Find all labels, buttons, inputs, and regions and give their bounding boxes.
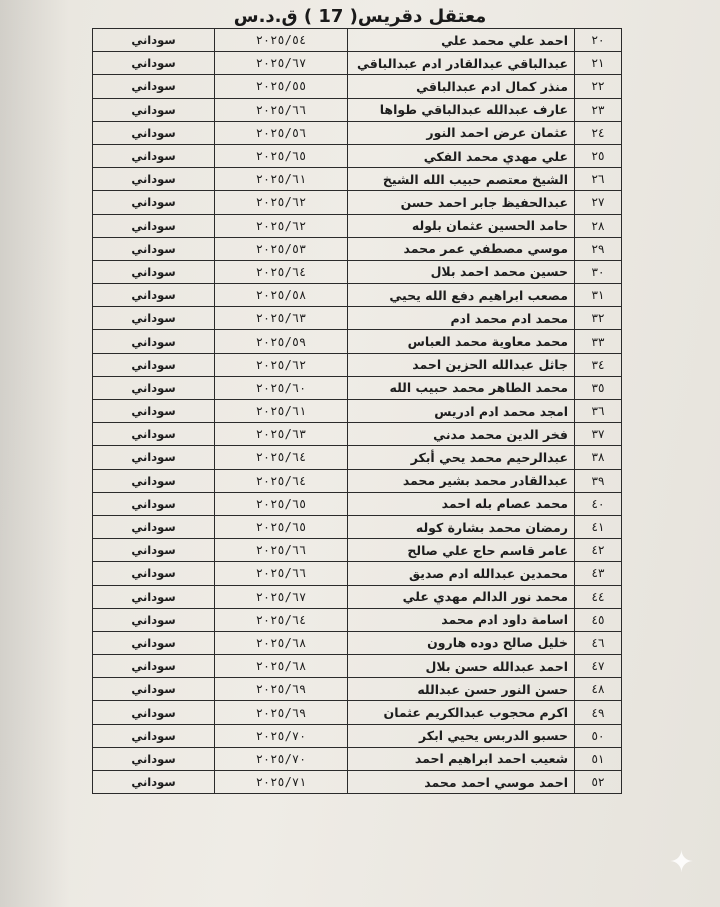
row-number: ٣٩ xyxy=(575,469,622,492)
nationality: سوداني xyxy=(93,284,215,307)
nationality: سوداني xyxy=(93,469,215,492)
detention-date: ٢٠٢٥/٦٥ xyxy=(215,144,348,167)
table-row xyxy=(93,260,622,283)
nationality: سوداني xyxy=(93,515,215,538)
nationality: سوداني xyxy=(93,492,215,515)
row-number: ٥١ xyxy=(575,747,622,770)
detainee-name: محمد الطاهر محمد حبيب الله xyxy=(348,376,575,399)
table-row xyxy=(93,747,622,770)
table-row xyxy=(93,307,622,330)
detainee-name: عبدالقادر محمد بشير محمد xyxy=(348,469,575,492)
row-number: ٣٦ xyxy=(575,400,622,423)
detention-date: ٢٠٢٥/٥٦ xyxy=(215,121,348,144)
detainee-table-body xyxy=(93,29,622,794)
detainee-name: محمد ادم محمد ادم xyxy=(348,307,575,330)
table-row xyxy=(93,771,622,794)
detainee-name: حامد الحسين عثمان بلوله xyxy=(348,214,575,237)
table-row xyxy=(93,400,622,423)
row-number: ٥٠ xyxy=(575,724,622,747)
nationality: سوداني xyxy=(93,631,215,654)
table-row xyxy=(93,376,622,399)
nationality: سوداني xyxy=(93,655,215,678)
row-number: ٢٣ xyxy=(575,98,622,121)
nationality: سوداني xyxy=(93,423,215,446)
table-row xyxy=(93,29,622,52)
detention-date: ٢٠٢٥/٦٢ xyxy=(215,214,348,237)
document-title: معتقل دقريس( 17 ) ق.د.س xyxy=(233,6,487,27)
nationality: سوداني xyxy=(93,353,215,376)
detention-date: ٢٠٢٥/٦٣ xyxy=(215,307,348,330)
nationality: سوداني xyxy=(93,539,215,562)
row-number: ٤٢ xyxy=(575,539,622,562)
detention-date: ٢٠٢٥/٦٨ xyxy=(215,655,348,678)
row-number: ٢٤ xyxy=(575,121,622,144)
nationality: سوداني xyxy=(93,400,215,423)
detention-date: ٢٠٢٥/٦١ xyxy=(215,168,348,191)
detainee-name: احمد موسي احمد محمد xyxy=(348,771,575,794)
table-row xyxy=(93,144,622,167)
nationality: سوداني xyxy=(93,724,215,747)
detention-date: ٢٠٢٥/٧٠ xyxy=(215,724,348,747)
detention-date: ٢٠٢٥/٧١ xyxy=(215,771,348,794)
detention-date: ٢٠٢٥/٥٨ xyxy=(215,284,348,307)
row-number: ٢٨ xyxy=(575,214,622,237)
detention-date: ٢٠٢٥/٦٦ xyxy=(215,562,348,585)
detainee-name: شعيب احمد ابراهيم احمد xyxy=(348,747,575,770)
detainee-name: الشيخ معتصم حبيب الله الشيخ xyxy=(348,168,575,191)
detention-date: ٢٠٢٥/٧٠ xyxy=(215,747,348,770)
detention-date: ٢٠٢٥/٦٤ xyxy=(215,260,348,283)
row-number: ٣٣ xyxy=(575,330,622,353)
detention-date: ٢٠٢٥/٦٦ xyxy=(215,539,348,562)
detention-date: ٢٠٢٥/٦٢ xyxy=(215,191,348,214)
table-row xyxy=(93,631,622,654)
detention-date: ٢٠٢٥/٥٥ xyxy=(215,75,348,98)
detainee-name: احمد عبدالله حسن بلال xyxy=(348,655,575,678)
detainee-name: عامر قاسم حاج علي صالح xyxy=(348,539,575,562)
table-row xyxy=(93,701,622,724)
nationality: سوداني xyxy=(93,446,215,469)
detainee-name: اسامة داود ادم محمد xyxy=(348,608,575,631)
table-row xyxy=(93,539,622,562)
nationality: سوداني xyxy=(93,771,215,794)
table-row xyxy=(93,353,622,376)
detention-date: ٢٠٢٥/٥٤ xyxy=(215,29,348,52)
row-number: ٢٧ xyxy=(575,191,622,214)
row-number: ٤٠ xyxy=(575,492,622,515)
detention-date: ٢٠٢٥/٦٥ xyxy=(215,515,348,538)
nationality: سوداني xyxy=(93,121,215,144)
row-number: ٤٥ xyxy=(575,608,622,631)
detention-date: ٢٠٢٥/٦٠ xyxy=(215,376,348,399)
table-row xyxy=(93,469,622,492)
table-row xyxy=(93,515,622,538)
detainee-name: عبدالباقي عبدالقادر ادم عبدالباقي xyxy=(348,52,575,75)
nationality: سوداني xyxy=(93,330,215,353)
detainee-name: محمد عصام بله احمد xyxy=(348,492,575,515)
table-row xyxy=(93,98,622,121)
detention-date: ٢٠٢٥/٦٤ xyxy=(215,446,348,469)
row-number: ٢١ xyxy=(575,52,622,75)
table-row xyxy=(93,585,622,608)
row-number: ٤٦ xyxy=(575,631,622,654)
nationality: سوداني xyxy=(93,747,215,770)
row-number: ٣٥ xyxy=(575,376,622,399)
detainee-name: فخر الدين محمد مدني xyxy=(348,423,575,446)
detainee-name: رمضان محمد بشارة كوله xyxy=(348,515,575,538)
row-number: ٤١ xyxy=(575,515,622,538)
nationality: سوداني xyxy=(93,29,215,52)
table-row xyxy=(93,446,622,469)
detainee-name: اكرم محجوب عبدالكريم عثمان xyxy=(348,701,575,724)
nationality: سوداني xyxy=(93,214,215,237)
detention-date: ٢٠٢٥/٦٢ xyxy=(215,353,348,376)
table-row xyxy=(93,724,622,747)
row-number: ٢٠ xyxy=(575,29,622,52)
row-number: ٣٨ xyxy=(575,446,622,469)
row-number: ٢٢ xyxy=(575,75,622,98)
detention-date: ٢٠٢٥/٦٥ xyxy=(215,492,348,515)
detainee-name: محمد معاوية محمد العباس xyxy=(348,330,575,353)
row-number: ٤٩ xyxy=(575,701,622,724)
row-number: ٢٥ xyxy=(575,144,622,167)
detainee-name: حسين محمد احمد بلال xyxy=(348,260,575,283)
row-number: ٣١ xyxy=(575,284,622,307)
detainee-name: علي مهدي محمد الفكي xyxy=(348,144,575,167)
table-row xyxy=(93,655,622,678)
table-row xyxy=(93,168,622,191)
nationality: سوداني xyxy=(93,144,215,167)
detainee-name: حسن النور حسن عبدالله xyxy=(348,678,575,701)
table-row xyxy=(93,75,622,98)
detention-date: ٢٠٢٥/٦٩ xyxy=(215,678,348,701)
table-row xyxy=(93,284,622,307)
row-number: ٤٧ xyxy=(575,655,622,678)
detention-date: ٢٠٢٥/٥٣ xyxy=(215,237,348,260)
table-row xyxy=(93,492,622,515)
detention-date: ٢٠٢٥/٦٤ xyxy=(215,469,348,492)
nationality: سوداني xyxy=(93,260,215,283)
detention-date: ٢٠٢٥/٦٦ xyxy=(215,98,348,121)
row-number: ٣٤ xyxy=(575,353,622,376)
detainee-name: محمدين عبدالله ادم صديق xyxy=(348,562,575,585)
detainee-name: عارف عبدالله عبدالباقي طواها xyxy=(348,98,575,121)
row-number: ٤٤ xyxy=(575,585,622,608)
detainee-name: حسبو الدربس يحيي ابكر xyxy=(348,724,575,747)
detainee-table xyxy=(92,28,622,794)
detainee-name: منذر كمال ادم عبدالباقي xyxy=(348,75,575,98)
table-row xyxy=(93,330,622,353)
table-row xyxy=(93,52,622,75)
detention-date: ٢٠٢٥/٦٣ xyxy=(215,423,348,446)
detainee-name: جاثل عبدالله الحزين احمد xyxy=(348,353,575,376)
sparkle-icon: ✦ xyxy=(668,845,694,880)
detention-date: ٢٠٢٥/٦٩ xyxy=(215,701,348,724)
detainee-name: امجد محمد ادم ادريس xyxy=(348,400,575,423)
detainee-name: مصعب ابراهيم دفع الله يحيي xyxy=(348,284,575,307)
table-row xyxy=(93,214,622,237)
detention-date: ٢٠٢٥/٦٤ xyxy=(215,608,348,631)
detention-date: ٢٠٢٥/٥٩ xyxy=(215,330,348,353)
detention-date: ٢٠٢٥/٦٧ xyxy=(215,585,348,608)
detainee-name: موسي مصطفي عمر محمد xyxy=(348,237,575,260)
detainee-name: عثمان عرض احمد النور xyxy=(348,121,575,144)
nationality: سوداني xyxy=(93,307,215,330)
row-number: ٢٩ xyxy=(575,237,622,260)
detainee-name: محمد نور الدالم مهدي علي xyxy=(348,585,575,608)
nationality: سوداني xyxy=(93,168,215,191)
nationality: سوداني xyxy=(93,678,215,701)
detainee-name: خليل صالح دوده هارون xyxy=(348,631,575,654)
table-row xyxy=(93,121,622,144)
table-row xyxy=(93,237,622,260)
nationality: سوداني xyxy=(93,237,215,260)
detention-date: ٢٠٢٥/٦٨ xyxy=(215,631,348,654)
table-row xyxy=(93,191,622,214)
detainee-name: عبدالرحيم محمد يحي أبكر xyxy=(348,446,575,469)
nationality: سوداني xyxy=(93,562,215,585)
row-number: ٣٠ xyxy=(575,260,622,283)
row-number: ٤٨ xyxy=(575,678,622,701)
row-number: ٢٦ xyxy=(575,168,622,191)
nationality: سوداني xyxy=(93,701,215,724)
table-row xyxy=(93,423,622,446)
detention-date: ٢٠٢٥/٦٧ xyxy=(215,52,348,75)
nationality: سوداني xyxy=(93,52,215,75)
row-number: ٣٧ xyxy=(575,423,622,446)
detainee-name: عبدالحفيظ جابر احمد حسن xyxy=(348,191,575,214)
row-number: ٣٢ xyxy=(575,307,622,330)
detention-date: ٢٠٢٥/٦١ xyxy=(215,400,348,423)
nationality: سوداني xyxy=(93,608,215,631)
nationality: سوداني xyxy=(93,585,215,608)
nationality: سوداني xyxy=(93,191,215,214)
paper-shadow xyxy=(0,0,70,907)
nationality: سوداني xyxy=(93,75,215,98)
table-row xyxy=(93,608,622,631)
nationality: سوداني xyxy=(93,98,215,121)
detainee-table-wrapper xyxy=(92,28,622,907)
row-number: ٥٢ xyxy=(575,771,622,794)
detainee-name: احمد علي محمد علي xyxy=(348,29,575,52)
table-row xyxy=(93,562,622,585)
row-number: ٤٣ xyxy=(575,562,622,585)
table-row xyxy=(93,678,622,701)
nationality: سوداني xyxy=(93,376,215,399)
